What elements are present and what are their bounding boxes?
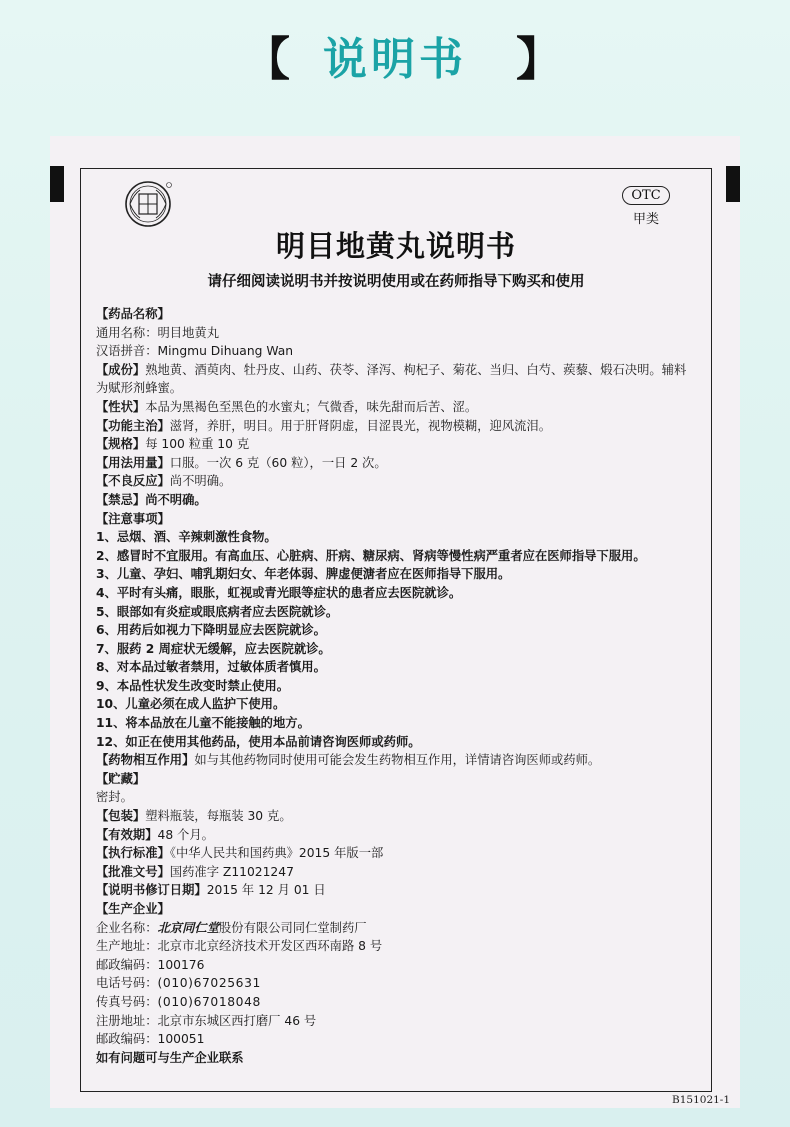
- approval-heading: 【批准文号】: [96, 864, 170, 879]
- properties-row: [96, 398, 708, 417]
- validity-row: [96, 826, 708, 845]
- precaution-item: 7、服药 2 周症状无缓解，应去医院就诊。: [96, 641, 331, 656]
- indications-heading: 【功能主治】: [96, 418, 170, 433]
- right-edge-mark: [726, 166, 740, 202]
- precaution-item: 1、忌烟、酒、辛辣刺激性食物。: [96, 530, 277, 545]
- package-text: 塑料瓶装，每瓶装 30 克。: [145, 809, 292, 824]
- postcode2-label: 邮政编码：: [96, 1032, 158, 1047]
- company-label: 企业名称：: [96, 920, 158, 935]
- revision-heading: 【说明书修订日期】: [96, 883, 207, 898]
- spec-row: [96, 435, 708, 454]
- precaution-item: 12、如正在使用其他药品，使用本品前请咨询医师或药师。: [96, 734, 421, 749]
- document-subtitle: 请仔细阅读说明书并按说明使用或在药师指导下购买和使用: [207, 274, 585, 290]
- adverse-text: 尚不明确。: [169, 474, 232, 489]
- left-bracket: 【: [244, 32, 290, 86]
- storage-text: 密封。: [96, 790, 133, 805]
- pinyin-value: Mingmu Dihuang Wan: [157, 344, 294, 359]
- company-name-rest: 股份有限公司同仁堂制药厂: [219, 920, 367, 935]
- validity-text: 48 个月。: [157, 827, 214, 842]
- interactions-row: [96, 751, 708, 770]
- dosage-text: 口服。一次 6 克（60 粒），一日 2 次。: [169, 455, 387, 470]
- adverse-row: [96, 472, 708, 491]
- revision-row: [96, 881, 708, 900]
- spec-text: 每 100 粒重 10 克: [145, 437, 250, 452]
- ingredients-row-2: [96, 379, 708, 398]
- precaution-item: 4、平时有头痛，眼胀，虹视或青光眼等症状的患者应去医院就诊。: [96, 585, 462, 600]
- interactions-heading: 【药物相互作用】: [96, 753, 195, 768]
- postcode-label: 邮政编码：: [96, 957, 158, 972]
- left-edge-mark: [50, 166, 64, 202]
- reg-address-row: [96, 1012, 708, 1031]
- address-label: 生产地址：: [96, 939, 158, 954]
- package-heading: 【包装】: [96, 809, 146, 824]
- indications-row: [96, 417, 708, 436]
- ingredients-row: [96, 361, 708, 380]
- company-row: [96, 919, 708, 938]
- address-value: 北京市北京经济技术开发区西环南路 8 号: [157, 939, 383, 954]
- fax-row: [96, 993, 708, 1012]
- drug-name-heading: 【药品名称】: [96, 307, 170, 321]
- precautions-heading: 【注意事项】: [96, 511, 170, 526]
- phone-row: [96, 974, 708, 993]
- contact-note: 如有问题可与生产企业联系: [96, 1050, 244, 1065]
- contra-row: [96, 491, 708, 510]
- validity-heading: 【有效期】: [96, 827, 158, 842]
- otc-class: 甲类: [632, 212, 659, 227]
- pinyin-label: 汉语拼音：: [96, 344, 158, 359]
- ingredients-text: 熟地黄、酒萸肉、牡丹皮、山药、茯苓、泽泻、枸杞子、菊花、当归、白芍、蒺藜、煅石决明。辅料: [145, 362, 687, 377]
- approval-text: 国药准字 Z11021247: [169, 864, 294, 879]
- phone-value: (010)67025631: [157, 976, 261, 991]
- storage-heading: 【贮藏】: [96, 771, 146, 786]
- revision-text: 2015 年 12 月 01 日: [206, 883, 326, 898]
- adverse-heading: 【不良反应】: [96, 474, 170, 489]
- properties-text: 本品为黑褐色至黑色的水蜜丸；气微香，味先甜而后苦、涩。: [145, 399, 478, 414]
- contra-heading: 【禁忌】: [96, 492, 146, 507]
- precaution-item: 5、眼部如有炎症或眼底病者应去医院就诊。: [96, 604, 339, 619]
- precaution-item: 9、本品性状发生改变时禁止使用。: [96, 678, 290, 693]
- document-code: B151021-1: [672, 1094, 731, 1106]
- phone-label: 电话号码：: [96, 976, 158, 991]
- package-row: [96, 807, 708, 826]
- contra-text: 尚不明确。: [145, 492, 207, 507]
- common-name-row: [96, 324, 708, 343]
- interactions-text: 如与其他药物同时使用可能会发生药物相互作用，详情请咨询医师或药师。: [194, 753, 601, 768]
- reg-address-label: 注册地址：: [96, 1013, 158, 1028]
- postcode2-row: [96, 1030, 708, 1049]
- tongrentang-logo-icon: [124, 180, 172, 228]
- standard-row: [96, 844, 708, 863]
- precaution-item: 2、感冒时不宜服用。有高血压、心脏病、肝病、糖尿病、肾病等慢性病严重者应在医师指导下服用。: [96, 548, 646, 563]
- standard-heading: 【执行标准】: [96, 846, 170, 861]
- ingredients-text-2: 为赋形剂蜂蜜。: [96, 381, 183, 396]
- company-seal-text: 北京同仁堂: [157, 919, 219, 935]
- standard-text: 《中华人民共和国药典》2015 年版一部: [169, 846, 384, 861]
- leaflet-content: [96, 305, 708, 1067]
- address-row: [96, 937, 708, 956]
- precaution-item: 11、将本品放在儿童不能接触的地方。: [96, 716, 310, 731]
- right-bracket: 】: [516, 32, 562, 86]
- common-name-value: 明目地黄丸: [157, 325, 219, 340]
- otc-badge: [616, 184, 676, 227]
- postcode-row: [96, 956, 708, 975]
- precaution-item: 6、用药后如视力下降明显应去医院就诊。: [96, 623, 326, 638]
- fax-value: (010)67018048: [157, 994, 261, 1009]
- common-name-label: 通用名称：: [96, 325, 158, 340]
- reg-address-value: 北京市东城区西打磨厂 46 号: [157, 1013, 317, 1028]
- precaution-item: 10、儿童必须在成人监护下使用。: [96, 697, 286, 712]
- page-banner: [0, 0, 790, 130]
- banner-title: 说明书: [323, 34, 467, 85]
- pinyin-row: [96, 342, 708, 361]
- dosage-row: [96, 454, 708, 473]
- otc-label: OTC: [622, 186, 669, 205]
- fax-label: 传真号码：: [96, 994, 158, 1009]
- ingredients-heading: 【成份】: [96, 362, 146, 377]
- manufacturer-heading: 【生产企业】: [96, 902, 170, 916]
- precaution-item: 3、儿童、孕妇、哺乳期妇女、年老体弱、脾虚便溏者应在医师指导下服用。: [96, 567, 511, 582]
- document-title: 明目地黄丸说明书: [275, 229, 516, 263]
- spec-heading: 【规格】: [96, 437, 146, 452]
- postcode2-value: 100051: [157, 1032, 205, 1047]
- postcode-value: 100176: [157, 957, 205, 972]
- indications-text: 滋肾，养肝，明目。用于肝肾阴虚，目涩畏光，视物模糊，迎风流泪。: [169, 418, 552, 433]
- dosage-heading: 【用法用量】: [96, 455, 170, 470]
- precaution-item: 8、对本品过敏者禁用，过敏体质者慎用。: [96, 660, 326, 675]
- properties-heading: 【性状】: [96, 399, 146, 414]
- approval-row: [96, 863, 708, 882]
